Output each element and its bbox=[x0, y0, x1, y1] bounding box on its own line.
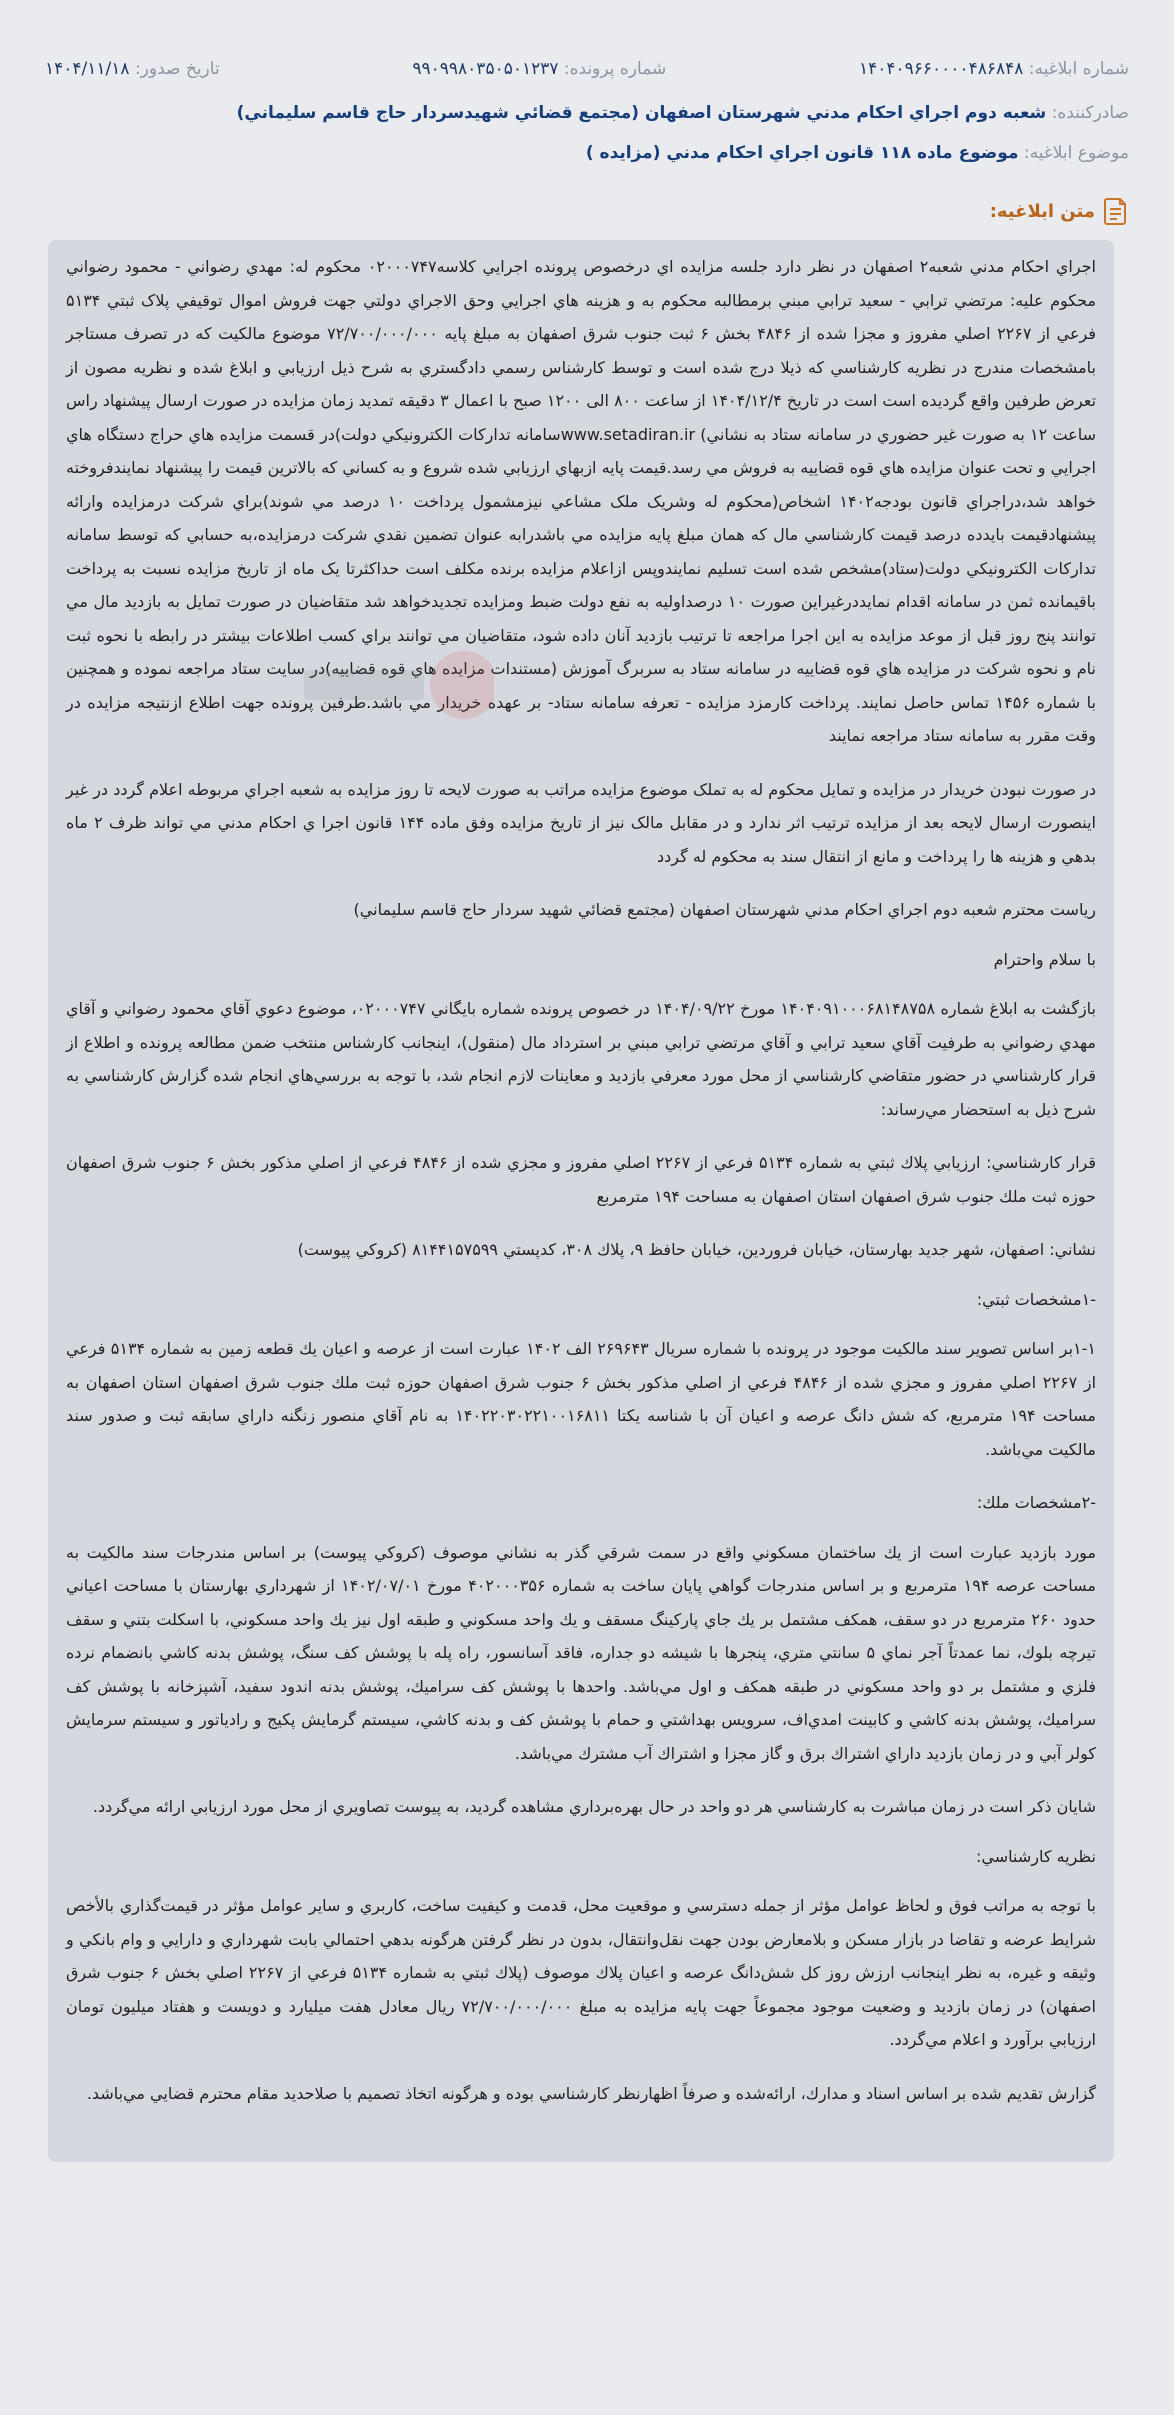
subject-value: موضوع ماده ۱۱۸ قانون اجراي احکام مدني (مزايده ) bbox=[585, 143, 1019, 163]
issuer-label: صادرکننده: bbox=[1051, 103, 1129, 123]
case-number bbox=[412, 54, 666, 84]
notice-number-value: ۱۴۰۴۰۹۶۶۰۰۰۰۴۸۶۸۴۸ bbox=[859, 59, 1024, 79]
expert-opinion-heading: نظريه كارشناسي: bbox=[976, 1846, 1096, 1866]
issue-date-label: تاریخ صدور: bbox=[134, 59, 220, 79]
notice-number bbox=[859, 54, 1129, 84]
creditor-claim-paragraph: در صورت نبودن خريدار در مزايده و تمايل محکوم له به تملک موضوع مزايده مراتب به صورت لايحه تا روز مزايده به شعبه اجراي مربوطه اعلام گردد در غير اينصورت ارسال لايحه بعد از مزايده ترتيب اثر ندارد و در مقابل مالک نيز از تاريخ مزايده وفق ماده ۱۴۴ قانون اجرا ي احکام مدني مي تواند ظرف ۲ ماه بدهي و هزينه ها را پرداخت و مانع از انتقال سند به محکوم له گردد bbox=[66, 779, 1096, 866]
auction-announcement-paragraph: اجراي احکام مدني شعبه۲ اصفهان در نظر دارد جلسه مزايده اي درخصوص پرونده اجرايي کلاسه۰۲۰۰۰۷۴۷ محکوم له: مهدي رضواني - محمود رضواني محکوم علیه: مرتضي ترابي - سعيد ترابي مبني برمطالبه محکوم به و هزينه هاي اجرايي وحق الاجراي دولتي جهت فروش اموال توقيفي پلاک ثبتي ۵۱۳۴ فرعي از ۲۲۶۷ اصلي مفروز و مجزا شده از ۴۸۴۶ بخش ۶ ثبت جنوب شرق اصفهان به مبلغ پایه ۷۲/۷۰۰/۰۰۰/۰۰۰ موضوع مالكیت که در تصرف مستاجر بامشخصات مندرج در نظريه کارشناسي که ذيلا درج شده است و توسط کارشناس رسمي دادگستري به شرح ذيل ارزيابي و ابلاغ شده و نظريه مصون از تعرض طرفين واقع گرديده است است در تاريخ ۱۴۰۴/۱۲/۴ از ساعت ۸۰۰ الی ۱۲۰۰ صبح با اعمال ۳ دقیقه تمدید زمان مزایده در صورت ارسال پیشنهاد راس ساعت ۱۲ به صورت غير حضوري در سامانه ستاد به نشاني) www.setadiran.irسامانه تداركات الكترونيكي دولت)در قسمت مزايده هاي حراج دستگاه هاي اجرايي و تحت عنوان مزايده هاي قوه قضاييه به فروش مي رسد.قيمت پايه ازبهاي ارزيابي شده شروع و به كساني كه بالاترين قيمت را پيشنهاد نمايندفروخته خواهد شد،دراجراي قانون بودجه۱۴۰۲ اشخاص(محکوم له وشريک ملک مشاعي نيزمشمول پرداخت ۱۰ درصد مي شوند)براي شرکت درمزايده وارائه پيشنهادقيمت بايدده درصد قيمت كارشناسي مال كه همان مبلغ پايه مزايده مي باشدرابه عنوان تضمين نقدي شركت درمزايده،به حسابي كه توسط سامانه تداركات الكترونيكي دولت(ستاد)مشخص شده است تسليم نمايندوپس ازاعلام مزايده برنده مكلف است حداكثرتا يک ماه از تاريخ مزايده نسبت به پرداخت باقيمانده ثمن در سامانه اقدام نمايددرغيراين صورت ۱۰ درصداوليه به نفع دولت ضبط ومزايده تجديدخواهد شد متقاضيان در صورت تمايل به بازديد مال مي توانند پنج روز قبل از موعد مزايده به اين اجرا مراجعه تا ترتيب بازديد آنان داده شود، متقاضيان مي توانند براي كسب اطلاعات بيشتر در رابطه با نحوه ثبت نام و نحوه شركت در مزايده هاي قوه قضاييه در سامانه ستاد به سربرگ آموزش (مستندات مزايده هاي قوه قضاييه)در سايت ستاد مراجعه نموده و همچنين با شماره ۱۴۵۶ تماس حاصل نمايند. پرداخت کارمزد مزايده - تعرفه سامانه ستاد- بر عهده خريدار مي باشد.طرفین پرونده جهت اطلاع ازنتیجه مزایده در وقت مقرر به سامانه ستاد مراجعه نمایند bbox=[66, 257, 1097, 745]
notice-meta-row bbox=[45, 54, 1129, 84]
addressee-line: رياست محترم شعبه دوم اجراي احکام مدني شهرستان اصفهان (مجتمع قضائي شهيد سردار حاج قاسم سليماني) bbox=[353, 900, 1096, 919]
property-heading: -۲مشخصات ملك: bbox=[976, 1493, 1096, 1512]
issuer-row bbox=[45, 98, 1129, 128]
expert-order-paragraph: قرار كارشناسي: ارزيابي پلاك ثبتي به شماره ۵۱۳۴ فرعي از ۲۲۶۷ اصلي مفروز و مجزي شده از ۴۸۴۶ فرعي از اصلي مذكور بخش ۶ جنوب شرق اصفهان حوزه ثبت ملك جنوب شرق اصفهان استان اصفهان به مساحت ۱۹۴ مترمربع bbox=[66, 1153, 1097, 1206]
property-description-paragraph: مورد بازديد عبارت است از يك ساختمان مسكوني واقع در سمت شرقي گذر به نشاني موصوف (كروكي پيوست) بر اساس مندرجات سند مالكيت به مساحت عرصه ۱۹۴ مترمربع و بر اساس مندرجات گواهي پايان ساخت به شماره ۴۰۲۰۰۰۳۵۶ مورخ ۱۴۰۲/۰۷/۰۱ از شهرداري بهارستان با مساحت اعياني حدود ۲۶۰ مترمربع در دو سقف، همكف مشتمل بر يك جاي پاركينگ مسقف و يك واحد مسكوني و طبقه اول نيز يك واحد مسكوني، با اسكلت بتني و سقف تيرچه بلوك، نما عمدتاً آجر نماي ۵ سانتي متري، پنجرها با شيشه دو جداره، فاقد آسانسور، راه پله با پوشش كف سنگ، پوشش بدنه كاشي بانضمام نرده فلزي و مشتمل بر دو واحد مسكوني در طبقه همكف و اول مي‌باشد. واحدها با پوشش كف سراميك، پوشش بدنه اندود سفيد، آشپزخانه با پوشش كف سراميك، پوشش بدنه كاشي و كابينت امدي‌اف، سرويس بهداشتي و حمام با پوشش كف و بدنه كاشي، سيستم گرمايش پكيج و رادياتور و سيستم سرمايش كولر آبي و در زمان بازديد داراي اشتراك برق و گاز مجزا و اشتراك آب مشترك مي‌باشد. bbox=[66, 1542, 1097, 1763]
greeting-line: با سلام واحترام bbox=[993, 949, 1096, 969]
issuer-value: شعبه دوم اجراي احکام مدني شهرستان اصفهان (مجتمع قضائي شهيدسردار حاج قاسم سليماني) bbox=[236, 103, 1047, 123]
subject-row bbox=[45, 138, 1129, 168]
subject-label: موضوع ابلاغیه: bbox=[1023, 143, 1129, 163]
occupancy-note: شايان ذكر است در زمان مباشرت به كارشناسي هر دو واحد در حال بهره‌برداري مشاهده گرديد، به پيوست تصاويري از محل مورد ارزيابي ارائه مي‌گردد. bbox=[92, 1797, 1096, 1816]
registration-heading: -۱مشخصات ثبتي: bbox=[976, 1289, 1096, 1309]
valuation-paragraph: با توجه به مراتب فوق و لحاظ عوامل مؤثر از جمله دسترسي و موقعيت محل، قدمت و كيفيت ساخت، كاربري و ساير عوامل مؤثر در قيمت‌گذاري بالأخص شرايط عرضه و تقاضا در بازار مسكن و بلامعارض بودن جهت نقل‌وانتقال، بدون در نظر گرفتن هرگونه بدهي احتمالي بابت شهرداري و دارايي و وام بانكي و وثيقه و غيره، به نظر اينجانب ارزش روز كل شش‌دانگ عرصه و اعيان پلاك موصوف (پلاك ثبتي به شماره ۵۱۳۴ فرعي از ۲۲۶۷ اصلي بخش ۶ جنوب شرق اصفهان) در زمان بازديد و وضعيت موجود مجموعاً جهت پايه مزايده به مبلغ ۷۲/۷۰۰/۰۰۰/۰۰۰ ريال معادل هفت ميليارد و دويست و هفتاد ميليون تومان ارزيابي برآورد و اعلام مي‌گردد. bbox=[66, 1896, 1097, 2049]
report-intro-paragraph: بازگشت به ابلاغ شماره ۱۴۰۴۰۹۱۰۰۰۶۸۱۴۸۷۵۸ مورخ ۱۴۰۴/۰۹/۲۲ در خصوص پرونده شماره بايگاني ۰۲۰۰۰۷۴۷، موضوع دعوي آقاي محمود رضواني و آقاي مهدي رضواني به طرفيت آقاي سعيد ترابي و آقاي مرتضي ترابي مبني بر استرداد مال (منقول)، اينجانب كارشناس منتخب ضمن مطالعه پرونده و اطلاع از قرار كارشناسي در حضور متقاضي كارشناسي از محل مورد معرفي بازديد و معاينات لازم انجام شد، با توجه به بررسي‌هاي انجام شده گزارش كارشناسي به شرح ذيل به استحضار مي‌رساند: bbox=[66, 999, 1097, 1119]
issue-date bbox=[45, 54, 220, 84]
notice-body bbox=[48, 240, 1114, 2162]
case-number-label: شماره پرونده: bbox=[563, 59, 667, 79]
notice-number-label: شماره ابلاغیه: bbox=[1028, 59, 1129, 79]
document-icon bbox=[1103, 196, 1129, 226]
notice-text-title: متن ابلاغیه: bbox=[989, 200, 1095, 222]
registration-paragraph: ۱-۱بر اساس تصوير سند مالكيت موجود در پرونده با شماره سريال ۲۶۹۶۴۳ الف ۱۴۰۲ عبارت است از عرصه و اعيان يك قطعه زمين به شماره ۵۱۳۴ فرعي از ۲۲۶۷ اصلي مفروز و مجزي شده از ۴۸۴۶ فرعي از اصلي مذكور بخش ۶ جنوب شرق اصفهان حوزه ثبت ملك جنوب شرق اصفهان استان اصفهان به مساحت ۱۹۴ مترمربع، كه شش دانگ عرصه و اعيان آن با شناسه يكتا ۱۴۰۲۲۰۳۰۲۲۱۰۰۱۶۸۱۱ به نام آقاي منصور زنگنه داراي سابقه ثبت و صدور سند مالكيت مي‌باشد. bbox=[66, 1339, 1097, 1459]
case-number-value: ۹۹۰۹۹۸۰۳۵۰۵۰۱۲۳۷ bbox=[412, 59, 559, 79]
closing-paragraph: گزارش تقديم شده بر اساس اسناد و مدارك، ارائه‌شده و صرفاً اظهارنظر كارشناسي بوده و هرگونه اتخاذ تصميم با صلاحديد مقام محترم قضايي مي‌باشد. bbox=[86, 2083, 1096, 2103]
address-line: نشاني: اصفهان، شهر جديد بهارستان، خيابان فروردين، خيابان حافظ ۹، پلاك ۳۰۸، كدپستي ۸۱۴۴۱۵۷۵۹۹ (كروكي پيوست) bbox=[297, 1240, 1096, 1259]
issue-date-value: ۱۴۰۴/۱۱/۱۸ bbox=[45, 59, 130, 79]
notice-text-heading bbox=[990, 194, 1129, 228]
